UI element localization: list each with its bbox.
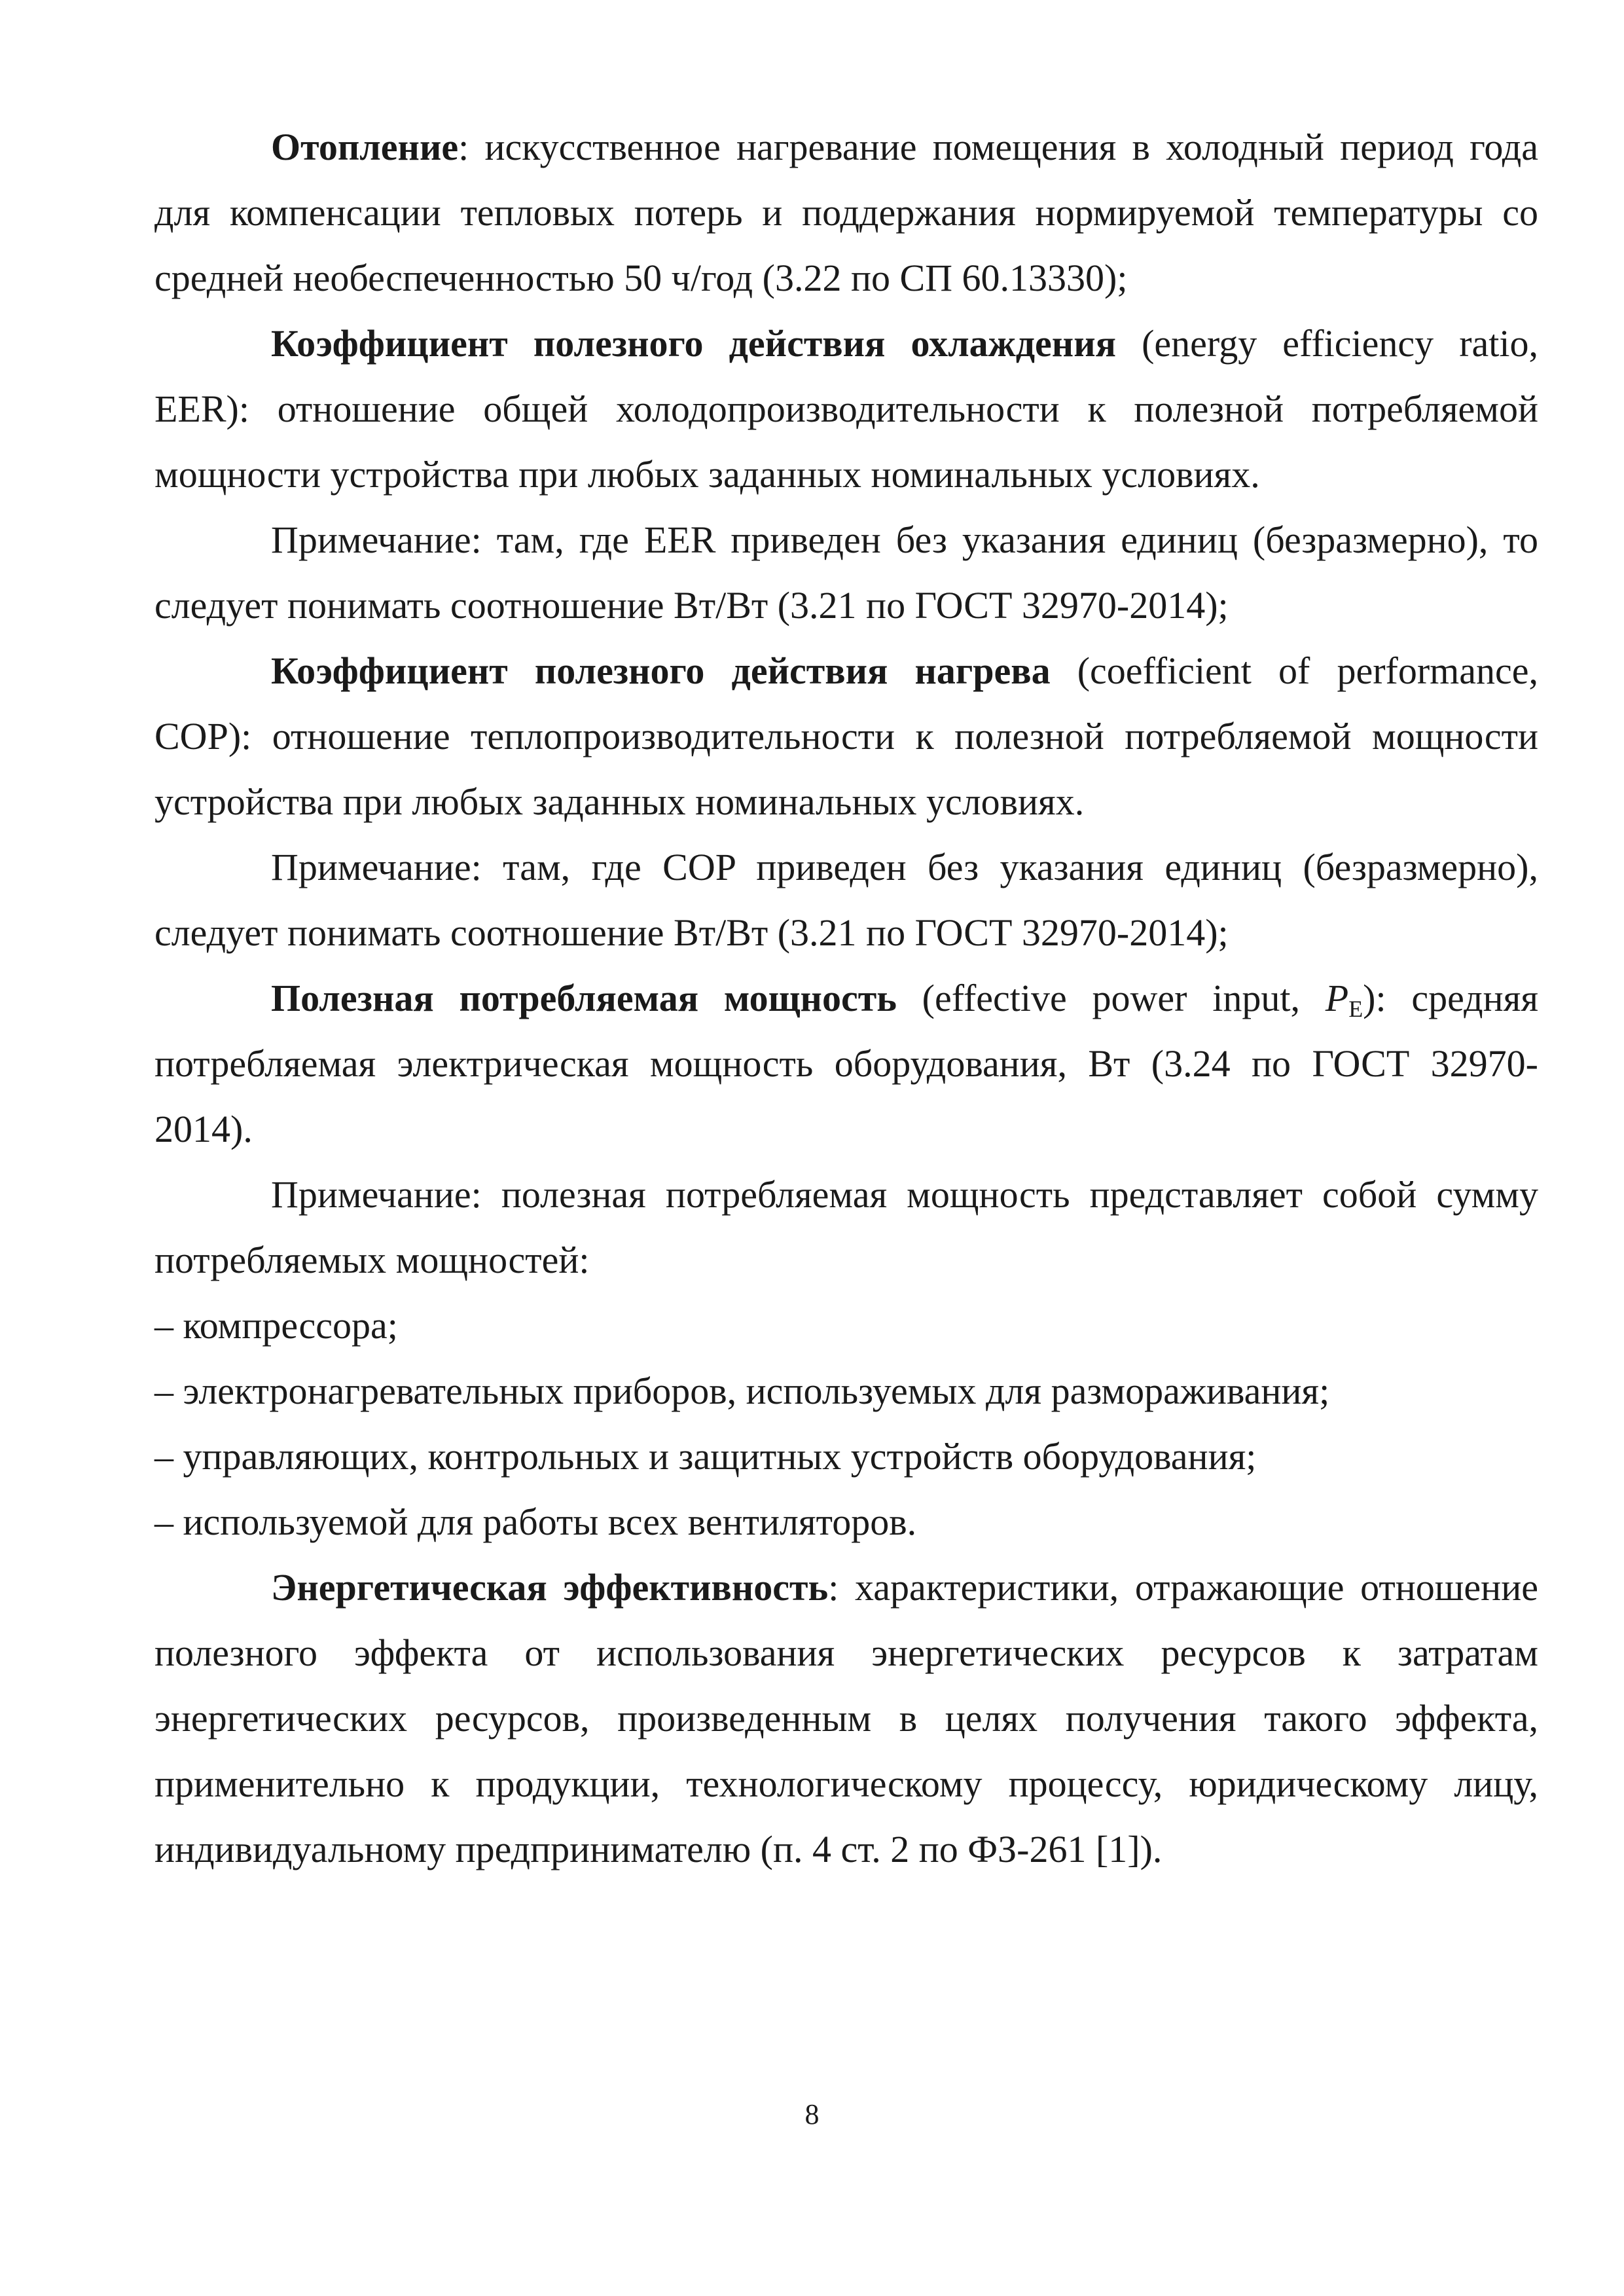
power-subscript: E (1348, 995, 1363, 1022)
list-item: – электронагревательных приборов, используемых для размораживания; (154, 1370, 1330, 1412)
definition-heating (154, 115, 1538, 311)
page-number: 8 (804, 2098, 820, 2130)
term-eer: Коэффициент полезного действия охлаждения (271, 322, 1116, 365)
definition-cop-text: (coefficient of performance, COP): отношение теплопроизводительности к полезной потребляемой мощности устройства при любых заданных номинальных условиях. (154, 649, 1538, 823)
definition-energy-efficiency-text: : характеристики, отражающие отношение полезного эффекта от использования энергетических ресурсов к затратам энергетических ресурсов, произведенным в целях получения такого эффекта, применительно к продукции, технологическому процессу, юридическому лицу, индивидуальному предпринимателю (п. 4 ст. 2 по ФЗ-261 [1]). (154, 1566, 1538, 1870)
definition-heating-text: : искусственное нагревание помещения в холодный период года для компенсации тепловых потерь и поддержания нормируемой температуры со средней необеспеченностью 50 ч/год (3.22 по СП 60.13330); (154, 126, 1538, 299)
note-eer: Примечание: там, где EER приведен без указания единиц (безразмерно), то следует понимать соотношение Вт/Вт (3.21 по ГОСТ 32970-2014); (154, 519, 1538, 627)
definition-power-text-after: ): средняя потребляемая электрическая мощность оборудования, Вт (3.24 по ГОСТ 32970-2014). (154, 977, 1539, 1150)
list-item: – используемой для работы всех вентиляторов. (154, 1501, 917, 1543)
note-power: Примечание: полезная потребляемая мощность представляет собой сумму потребляемых мощностей: (154, 1173, 1538, 1281)
list-item: – управляющих, контрольных и защитных устройств оборудования; (154, 1435, 1257, 1478)
note-cop: Примечание: там, где COP приведен без указания единиц (безразмерно), следует понимать соотношение Вт/Вт (3.21 по ГОСТ 32970-2014); (154, 846, 1538, 954)
term-energy-efficiency: Энергетическая эффективность (271, 1566, 829, 1609)
power-symbol: P (1325, 977, 1349, 1019)
definition-eer (154, 311, 1538, 507)
definition-energy-efficiency (154, 1555, 1538, 1882)
definition-cop (154, 638, 1538, 835)
term-heating: Отопление (271, 126, 459, 168)
page-body (154, 115, 1538, 1882)
definition-power-text-before: (effective power input, (896, 977, 1326, 1019)
list-item: – компрессора; (154, 1304, 398, 1347)
definition-eer-text: (energy efficiency ratio, EER): отношение общей холодопроизводительности к полезной потребляемой мощности устройства при любых заданных номинальных условиях. (154, 322, 1539, 496)
definition-power (154, 966, 1538, 1162)
term-cop: Коэффициент полезного действия нагрева (271, 649, 1051, 692)
term-power: Полезная потребляемая мощность (271, 977, 897, 1019)
